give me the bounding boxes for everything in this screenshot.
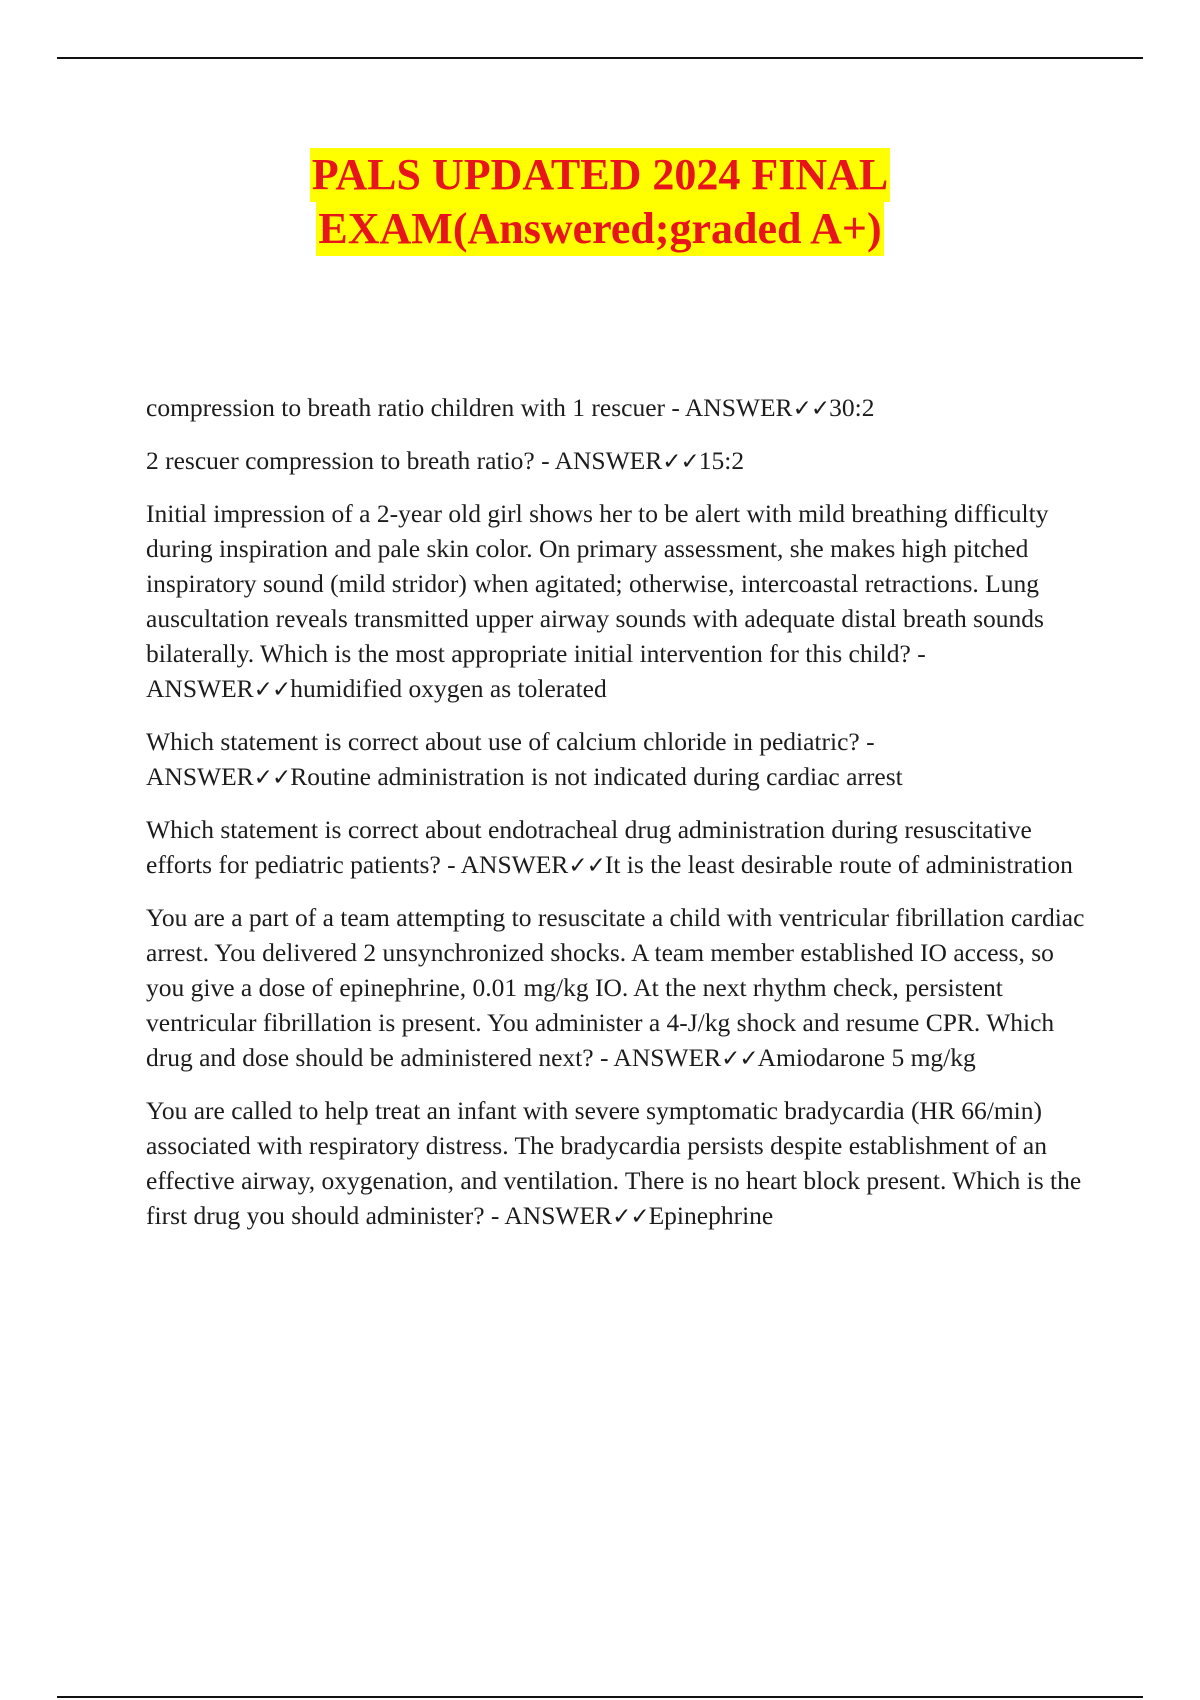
title-line-2: EXAM(Answered;graded A+) [316,202,883,256]
bottom-rule [57,1696,1143,1698]
qa-item-3 [146,496,1096,708]
question-text: Which statement is correct about endotracheal drug administration during resuscitative efforts for pediatric patients? [146,815,1032,879]
answer-label: ANSWER [460,850,569,879]
title-line-1: PALS UPDATED 2024 FINAL [310,148,891,202]
answer-text: humidified oxygen as tolerated [290,674,607,703]
check-mark-icon: ✓✓ [612,1204,649,1230]
answer-label: ANSWER [146,674,254,703]
check-mark-icon: ✓✓ [253,677,291,703]
qa-item-7 [146,1093,1096,1235]
check-mark-icon: ✓✓ [568,853,605,879]
qa-item-1 [146,390,1096,427]
separator: - [859,727,875,756]
answer-label: ANSWER [504,1201,613,1230]
answer-text: Amiodarone 5 mg/kg [757,1043,976,1072]
separator: - [593,1043,614,1072]
answer-text: It is the least desirable route of administration [604,850,1073,879]
question-text: You are called to help treat an infant with severe symptomatic bradycardia (HR 66/min) associated with respiratory distress. The bradycardia persists despite establishment of an effective airway, oxygenation, and ventilation. There is no heart block present. Which is the first drug you should administer? [146,1096,1082,1230]
answer-label: ANSWER [554,446,663,475]
question-text: compression to breath ratio children with 1 rescuer [146,393,666,422]
qa-list [146,390,1096,1251]
top-rule [57,57,1143,59]
document-title [0,148,1200,256]
qa-item-5 [146,812,1096,884]
qa-item-2 [146,443,1096,480]
answer-text: Routine administration is not indicated during cardiac arrest [290,762,903,791]
check-mark-icon: ✓✓ [721,1046,758,1072]
check-mark-icon: ✓✓ [662,449,699,475]
question-text: Which statement is correct about use of calcium chloride in pediatric? [146,727,860,756]
question-text: 2 rescuer compression to breath ratio? [146,446,535,475]
answer-label: ANSWER [146,762,254,791]
separator: - [440,850,461,879]
check-mark-icon: ✓✓ [792,396,830,422]
separator: - [910,639,926,668]
separator: - [534,446,555,475]
qa-item-4 [146,724,1096,796]
answer-text: 15:2 [698,446,745,475]
question-text: Initial impression of a 2-year old girl shows her to be alert with mild breathing difficulty during inspiration and pale skin color. On primary assessment, she makes high pitched inspiratory sound (mild stridor) when agitated; otherwise, intercoastal retractions. Lung auscultation reveals transmitted upper airway sounds with adequate distal breath sounds bilaterally. Which is the most appropriate initial intervention for this child? [146,499,1049,668]
answer-text: 30:2 [829,393,875,422]
check-mark-icon: ✓✓ [253,765,291,791]
answer-text: Epinephrine [648,1201,774,1230]
answer-label: ANSWER [684,393,793,422]
qa-item-6 [146,900,1096,1077]
question-text: You are a part of a team attempting to resuscitate a child with ventricular fibrillation cardiac arrest. You delivered 2 unsynchronized shocks. A team member established IO access, so you give a dose of epinephrine, 0.01 mg/kg IO. At the next rhythm check, persistent ventricular fibrillation is present. You administer a 4-J/kg shock and resume CPR. Which drug and dose should be administered next? [146,903,1085,1072]
answer-label: ANSWER [613,1043,722,1072]
separator: - [484,1201,505,1230]
separator: - [665,393,685,422]
